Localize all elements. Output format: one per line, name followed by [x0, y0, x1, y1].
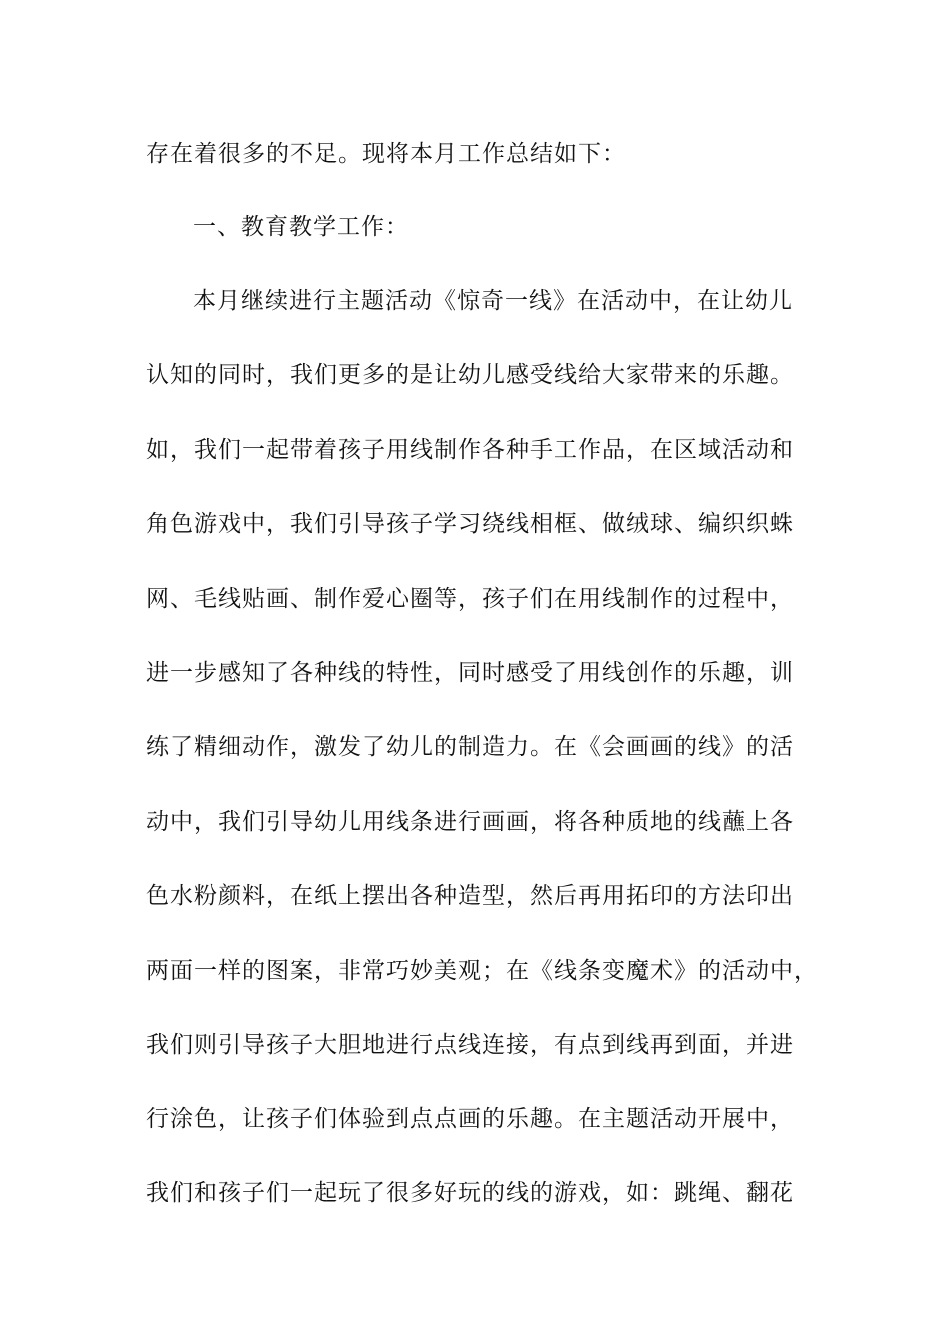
paragraph-line: 如，我们一起带着孩子用线制作各种手工作品，在区域活动和: [146, 437, 794, 463]
paragraph-line: 进一步感知了各种线的特性，同时感受了用线创作的乐趣，训: [146, 660, 794, 686]
paragraph-line: 存在着很多的不足。现将本月工作总结如下：: [146, 141, 626, 167]
paragraph-line: 认知的同时，我们更多的是让幼儿感受线给大家带来的乐趣。: [146, 362, 794, 388]
paragraph-line: 我们则引导孩子大胆地进行点线连接，有点到线再到面，并进: [146, 1032, 794, 1058]
paragraph-line: 动中，我们引导幼儿用线条进行画画，将各种质地的线蘸上各: [146, 809, 794, 835]
paragraph-line: 色水粉颜料，在纸上摆出各种造型，然后再用拓印的方法印出: [146, 883, 794, 909]
paragraph-line: 我们和孩子们一起玩了很多好玩的线的游戏，如：跳绳、翻花: [146, 1180, 794, 1206]
paragraph-line: 两面一样的图案，非常巧妙美观；在《线条变魔术》的活动中，: [146, 958, 818, 984]
section-heading: 一、教育教学工作：: [193, 214, 409, 240]
paragraph-line: 角色游戏中，我们引导孩子学习绕线相框、做绒球、编织织蛛: [146, 511, 794, 537]
paragraph-line: 本月继续进行主题活动《惊奇一线》在活动中，在让幼儿: [193, 288, 793, 314]
paragraph-line: 练了精细动作，激发了幼儿的制造力。在《会画画的线》的活: [146, 734, 794, 760]
paragraph-line: 网、毛线贴画、制作爱心圈等，孩子们在用线制作的过程中，: [146, 586, 794, 612]
paragraph-line: 行涂色，让孩子们体验到点点画的乐趣。在主题活动开展中，: [146, 1106, 794, 1132]
